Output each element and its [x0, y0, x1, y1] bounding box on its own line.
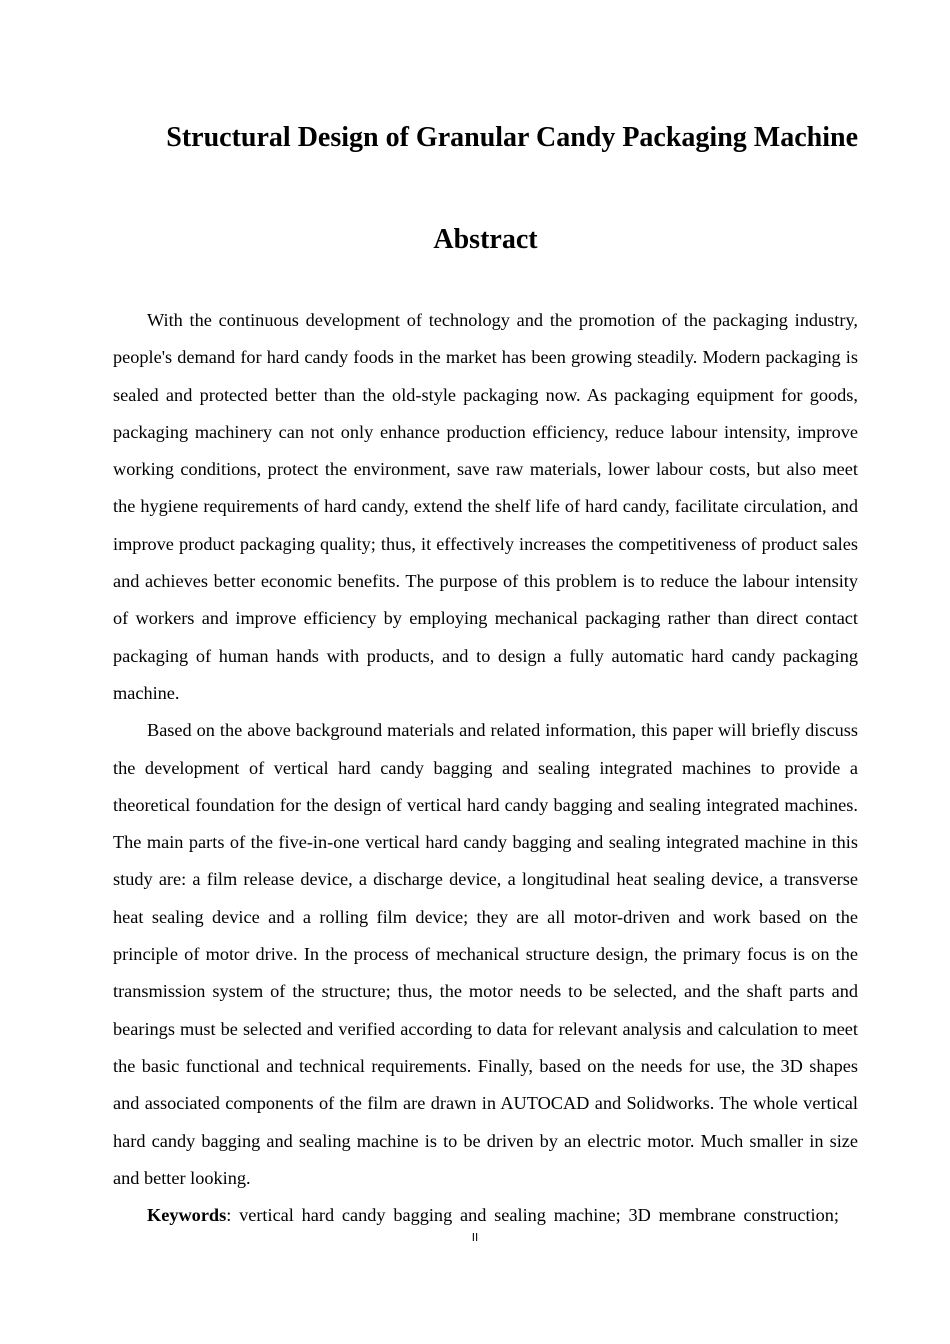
abstract-heading: Abstract — [433, 224, 538, 255]
keywords-label: Keywords — [147, 1205, 227, 1226]
abstract-body — [113, 302, 858, 1234]
paper-title: Structural Design of Granular Candy Packaging Machine — [166, 122, 858, 153]
page-number: II — [471, 1231, 479, 1244]
keywords-line — [113, 1197, 858, 1234]
abstract-paragraph-2: Based on the above background materials and related information, this paper will briefly discuss the development of vertical hard candy bagging and sealing integrated machines to provide a theoretical foundation for the design of vertical hard candy bagging and sealing integrated machines. The main parts of the five-in-one vertical hard candy bagging and sealing integrated machine in this study are: a film release device, a discharge device, a longitudinal heat sealing device, a transverse heat sealing device and a rolling film device; they are all motor-driven and work based on the principle of motor drive. In the process of mechanical structure design, the primary focus is on the transmission system of the structure; thus, the motor needs to be selected, and the shaft parts and bearings must be selected and verified according to data for relevant analysis and calculation to meet the basic functional and technical requirements. Finally, based on the needs for use, the 3D shapes and associated components of the film are drawn in AUTOCAD and Solidworks. The whole vertical hard candy bagging and sealing machine is to be driven by an electric motor. Much smaller in size and better looking. — [113, 720, 858, 1188]
keywords-text: : vertical hard candy bagging and sealing machine; 3D membrane construction; — [226, 1205, 839, 1226]
abstract-paragraph-1: With the continuous development of technology and the promotion of the packaging industry, people's demand for hard candy foods in the market has been growing steadily. Modern packaging is sealed and protected better than the old-style packaging now. As packaging equipment for goods, packaging machinery can not only enhance production efficiency, reduce labour intensity, improve working conditions, protect the environment, save raw materials, lower labour costs, but also meet the hygiene requirements of hard candy, extend the shelf life of hard candy, facilitate circulation, and improve product packaging quality; thus, it effectively increases the competitiveness of product sales and achieves better economic benefits. The purpose of this problem is to reduce the labour intensity of workers and improve efficiency by employing mechanical packaging rather than direct contact packaging of human hands with products, and to design a fully automatic hard candy packaging machine. — [113, 310, 858, 703]
